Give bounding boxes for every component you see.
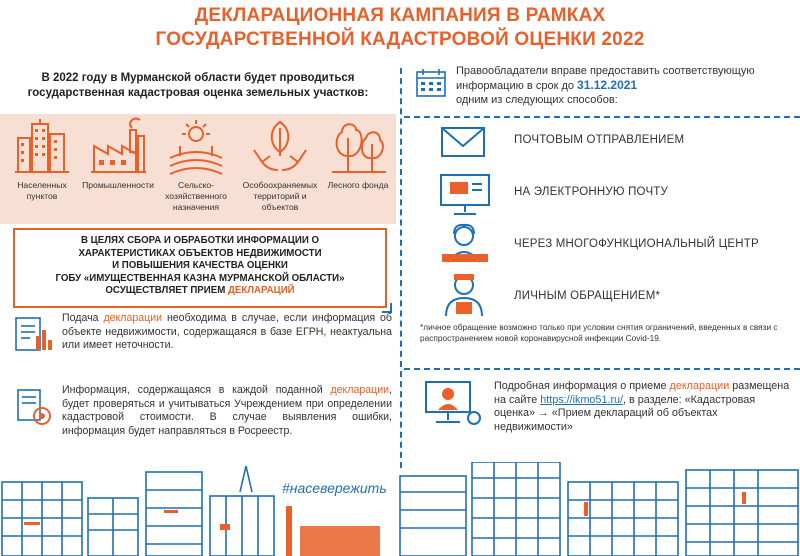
method-label: ПОЧТОВЫМ ОТПРАВЛЕНИЕМ — [514, 134, 685, 146]
callout-highlight: ДЕКЛАРАЦИЙ — [227, 285, 295, 296]
computer-monitor-icon — [438, 172, 492, 218]
info-declaration-needed — [12, 312, 392, 374]
title-line-1: ДЕКЛАРАЦИОННАЯ КАМПАНИЯ В РАМКАХ — [194, 5, 606, 26]
land-type-label: Особоохраняемых территорий и объектов — [242, 180, 318, 212]
info-text-2: Информация, содержащаяся в каждой поданной декларации, будет проверяться и учитываться Учреждением при определении кадастровой стоимости. В случае выявления ошибки, информация будет направляться в Росреестр. — [62, 384, 392, 437]
declaration-word: декларации — [669, 380, 730, 392]
land-type-label: Промышленности — [82, 180, 154, 190]
city-skyline-illustration — [0, 462, 800, 556]
factory-icon — [88, 116, 148, 176]
callout-line-3: И ПОВЫШЕНИЯ КАЧЕСТВА ОЦЕНКИ — [112, 260, 288, 271]
page-title — [0, 4, 800, 52]
left-intro: В 2022 году в Мурманской области будет проводиться государственная кадастровая оценка земельных участков: — [27, 72, 369, 99]
right-separator — [404, 116, 800, 118]
document-chart-icon — [12, 314, 56, 358]
right-intro-text: Правообладатели вправе предоставить соответствующую информацию в срок до 31.12.2021 одним из следующих способов: — [456, 65, 755, 106]
trees-icon — [328, 116, 388, 176]
info-declaration-checked — [12, 384, 392, 462]
person-icon — [438, 272, 492, 318]
website-info — [420, 378, 790, 448]
declaration-callout — [13, 228, 387, 308]
land-type-protected — [236, 116, 324, 213]
calendar-icon — [414, 66, 448, 100]
right-separator-2 — [404, 368, 800, 370]
hashtag: #насевережить — [282, 480, 387, 496]
land-type-forest — [326, 116, 390, 191]
method-post — [438, 122, 788, 162]
right-intro — [414, 64, 794, 108]
deadline-date: 31.12.2021 — [577, 78, 638, 92]
method-email — [438, 172, 788, 218]
website-text: Подробная информация о приеме декларации размещена на сайте https://ikmo51.ru/, в разделе: «Кадастровая оценка» → «Прием деклараций об объектах недвижимости» — [494, 380, 790, 433]
column-divider — [400, 68, 402, 468]
land-types — [0, 116, 396, 224]
method-label: ЧЕРЕЗ МНОГОФУНКЦИОНАЛЬНЫЙ ЦЕНТР — [514, 238, 759, 250]
method-label: НА ЭЛЕКТРОННУЮ ПОЧТУ — [514, 186, 669, 198]
title-line-2: ГОСУДАРСТВЕННОЙ КАДАСТРОВОЙ ОЦЕНКИ 2022 — [155, 29, 645, 50]
footnote: *личное обращение возможно только при условии снятия ограничений, введенных в связи с распространением новой коронавирусной инфекции Covid-19. — [420, 322, 778, 343]
declaration-word: декларации — [103, 312, 163, 324]
land-type-agriculture — [158, 116, 234, 213]
farm-field-icon — [166, 116, 226, 176]
info-text-1: Подача декларации необходима в случае, если информация об объекте недвижимости, содержащаяся в базе ЕГРН, неактуальна или имеет неточности. — [62, 312, 392, 352]
settings-document-icon — [12, 386, 56, 430]
land-type-label: Сельско-хозяйственного назначения — [165, 180, 227, 212]
callout-line-4: ГОБУ «ИМУЩЕСТВЕННАЯ КАЗНА МУРМАНСКОЙ ОБЛАСТИ» — [55, 272, 345, 284]
callout-line-5: ОСУЩЕСТВЛЯЕТ ПРИЕМ ДЕКЛАРАЦИЙ — [105, 285, 295, 296]
operator-icon — [438, 222, 492, 268]
declaration-word: декларации — [330, 384, 390, 396]
online-consultant-icon — [420, 378, 482, 430]
callout-line-2: ХАРАКТЕРИСТИКАХ ОБЪЕКТОВ НЕДВИЖИМОСТИ — [78, 247, 322, 259]
hands-leaf-icon — [250, 116, 310, 176]
method-mfc — [438, 222, 788, 268]
website-link[interactable]: https://ikmo51.ru/ — [540, 393, 624, 406]
land-type-industry — [82, 116, 154, 191]
land-type-label: Населенных пунктов — [17, 180, 67, 201]
envelope-icon — [438, 122, 488, 162]
method-personal — [438, 272, 788, 318]
callout-line-1: В ЦЕЛЯХ СБОРА И ОБРАБОТКИ ИНФОРМАЦИИ О — [80, 235, 320, 246]
land-type-settlements — [6, 116, 78, 202]
city-buildings-icon — [12, 116, 72, 176]
method-label: ЛИЧНЫМ ОБРАЩЕНИЕМ* — [514, 290, 661, 302]
land-type-label: Лесного фонда — [327, 180, 389, 190]
